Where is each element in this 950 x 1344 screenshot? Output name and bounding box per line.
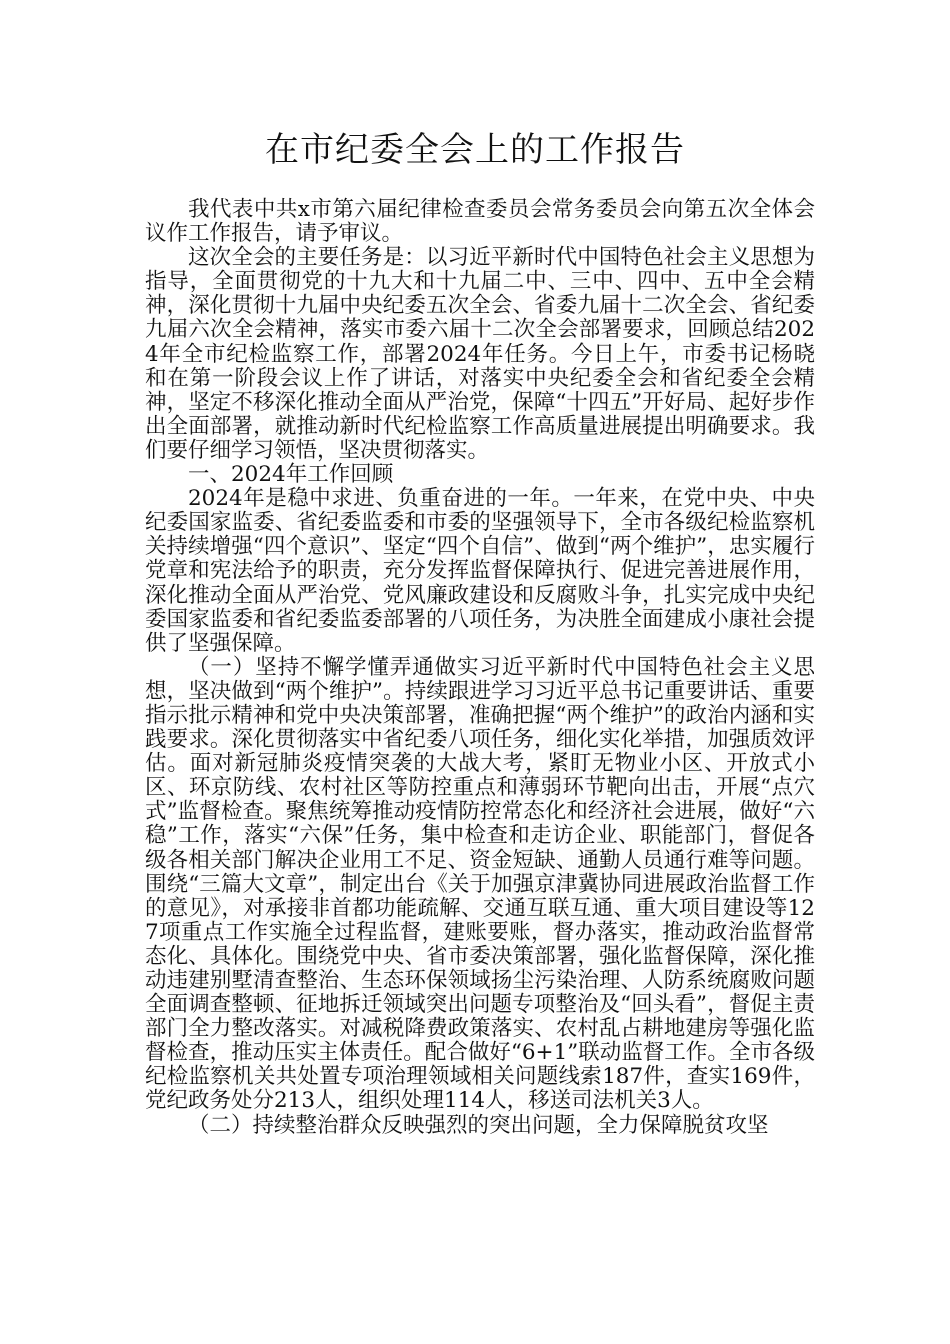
paragraph-year-overview: 2024年是稳中求进、负重奋进的一年。一年来，在党中央、中央纪委国家监委、省纪委监委和市委的坚强领导下，全市各级纪检监察机关持续增强“四个意识”、坚定“四个自信”、做到“两个维护”，忠实履行党章和宪法给予的职责，充分发挥监督保障执行、促进完善进展作用，深化推动全面从严治党、党风廉政建设和反腐败斗争，扎实完成中央纪委国家监委和省纪委监委部署的八项任务，为决胜全面建成小康社会提供了坚强保障。	[145, 486, 815, 656]
section-heading-review: 一、2024年工作回顾	[188, 462, 394, 488]
document-title: 在市纪委全会上的工作报告	[265, 130, 685, 170]
paragraph-item-one: （一）坚持不懈学懂弄通做实习近平新时代中国特色社会主义思想，坚决做到“两个维护”。持续跟进学习习近平总书记重要讲话、重要指示批示精神和党中央决策部署，准确把握“两个维护”的政治内涵和实践要求。深化贯彻落实中省纪委八项任务，细化实化举措，加强质效评估。面对新冠肺炎疫情突袭的大战大考，紧盯无物业小区、开放式小区、环京防线、农村社区等防控重点和薄弱环节靶向出击，开展“点穴式”监督检查。聚焦统筹推动疫情防控常态化和经济社会进展，做好“六稳”工作，落实“六保”任务，集中检查和走访企业、职能部门，督促各级各相关部门解决企业用工不足、资金短缺、通勤人员通行难等问题。围绕“三篇大文章”，制定出台《关于加强京津冀协同进展政治监督工作的意见》，对承接非首都功能疏解、交通互联互通、重大项目建设等127项重点工作实施全过程监督，建账要账，督办落实，推动政治监督常态化、具体化。围绕党中央、省市委决策部署，强化监督保障，深化推动违建别墅清查整治、生态环保领域扬尘污染治理、人防系统腐败问题全面调查整顿、征地拆迁领域突出问题专项整治及“回头看”，督促主责部门全力整改落实。对减税降费政策落实、农村乱占耕地建房等强化监督检查，推动压实主体责任。配合做好“6+1”联动监督工作。全市各级纪检监察机关共处置专项治理领域相关问题线索187件，查实169件，党纪政务处分213人，组织处理114人，移送司法机关3人。	[145, 654, 815, 1114]
document-body	[145, 198, 815, 1138]
paragraph-intro: 我代表中共x市第六届纪律检查委员会常务委员会向第五次全体会议作工作报告，请予审议。	[145, 197, 815, 247]
paragraph-main-tasks: 这次全会的主要任务是：以习近平新时代中国特色社会主义思想为指导，全面贯彻党的十九大和十九届二中、三中、四中、五中全会精神，深化贯彻十九届中央纪委五次全会、省委九届十二次全会、省纪委九届六次全会精神，落实市委六届十二次全会部署要求，回顾总结2024年全市纪检监察工作，部署2024年任务。今日上午，市委书记杨晓和在第一阶段会议上作了讲话，对落实中央纪委全会和省纪委全会精神，坚定不移深化推动全面从严治党，保障“十四五”开好局、起好步作出全面部署，就推动新时代纪检监察工作高质量进展提出明确要求。我们要仔细学习领悟，坚决贯彻落实。	[145, 245, 815, 463]
paragraph-item-two: （二）持续整治群众反映强烈的突出问题，全力保障脱贫攻坚	[188, 1112, 769, 1138]
